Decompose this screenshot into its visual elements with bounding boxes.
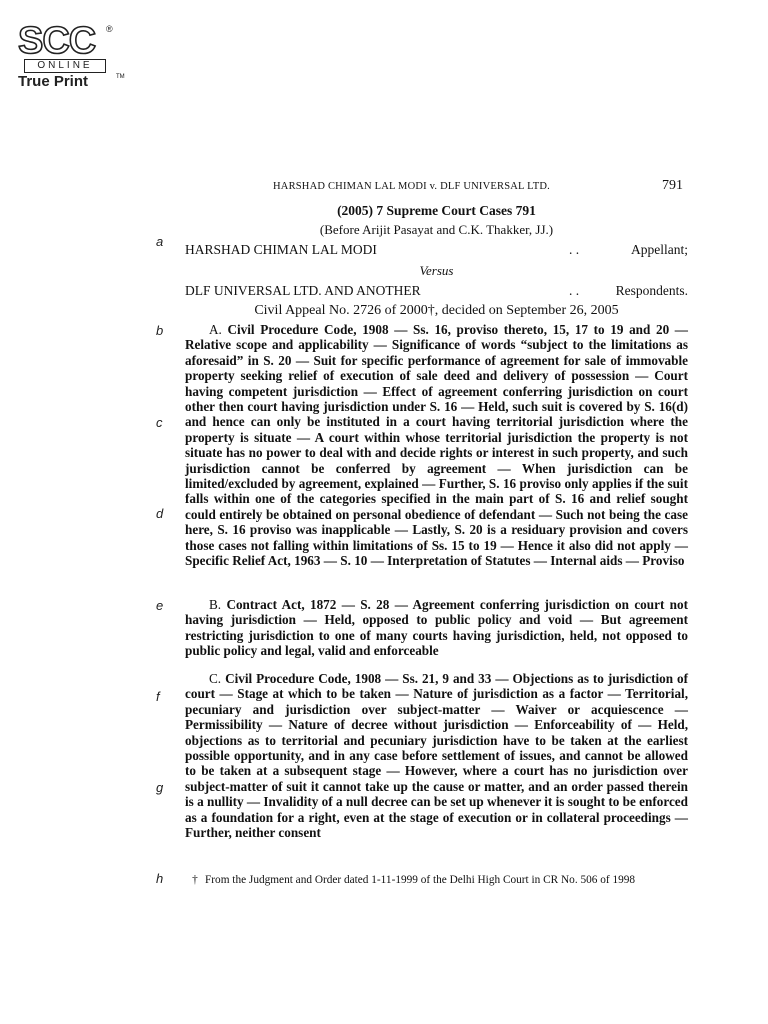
logo-sub: ONLINE [24, 59, 106, 73]
margin-letter-a: a [156, 234, 164, 249]
headnote-a-text: Civil Procedure Code, 1908 — Ss. 16, proviso thereto, 15, 17 to 19 and 20 — Relative scope and applicability — Significance of words “subject to the limitations as aforesaid” in S. 20 — Suit for specific performance of agreement for sale of immovable property seeking relief of execution of sale deed and delivery of possession — Court having competent jurisdiction — Effect of agreement conferring jurisdiction on court other then court having jurisdiction under S. 16 — Held, such suit is covered by S. 16(d) and hence can only be instituted in a court having territorial jurisdiction where the property is situate — A court within whose territorial jurisdiction the property is not situate has no power to deal with and decide rights or interest in such property, and such jurisdiction cannot be conferred by agreement — When jurisdiction can be limited/excluded by agreement, explained — Further, S. 16 proviso only applies if the suit falls within one of the categories specified in the main part of S. 16 and relief sought could entirely be obtained on personal obedience of defendant — Such not being the case here, S. 16 proviso was inapplicable — Lastly, S. 20 is a residuary provision and covers those cases not falling within limitations of Ss. 15 to 19 — Hence it also did not apply — Specific Relief Act, 1963 — S. 10 — Interpretation of Statutes — Internal aids — Proviso [185, 322, 688, 569]
headnote-c-label: C. [209, 671, 222, 686]
scc-online-logo [18, 22, 128, 92]
headnote-a [185, 322, 688, 569]
logo-brand: SCC [18, 20, 96, 62]
headnote-c [185, 671, 688, 840]
headnote-b [185, 597, 688, 659]
running-head [185, 175, 688, 195]
logo-tagline: True Print [18, 73, 89, 90]
margin-letter-c: c [156, 415, 163, 430]
margin-letter-h: h [156, 871, 164, 886]
appellant-dots: . . [569, 242, 580, 257]
running-title: HARSHAD CHIMAN LAL MODI v. DLF UNIVERSAL LTD. [273, 181, 550, 192]
footnote [185, 874, 688, 886]
appellant-role: Appellant; [631, 242, 688, 257]
bench-text: (Before Arijit Pasayat and C.K. Thakker, JJ.) [319, 222, 554, 237]
case-citation: (2005) 7 Supreme Court Cases 791 [337, 203, 536, 218]
appellant-name: HARSHAD CHIMAN LAL MODI [185, 242, 377, 257]
margin-letter-f: f [156, 689, 160, 704]
page-number: 791 [662, 178, 683, 193]
headnote-b-text: Contract Act, 1872 — S. 28 — Agreement conferring jurisdiction on court not having jurisdiction — Held, opposed to public policy and void — But agreement restricting jurisdiction to one of many courts having jurisdiction, held, not opposed to public policy and legal, valid and enforceable [185, 597, 688, 659]
footnote-mark: † [192, 874, 198, 886]
margin-letter-b: b [156, 323, 164, 338]
respondent-line [185, 283, 688, 299]
appellant-line [185, 242, 688, 258]
respondent-name: DLF UNIVERSAL LTD. AND ANOTHER [185, 283, 421, 298]
margin-letter-d: d [156, 506, 164, 521]
registered-mark: ® [106, 24, 113, 34]
respondent-role: Respondents. [615, 283, 688, 298]
appeal-details: Civil Appeal No. 2726 of 2000†, decided on September 26, 2005 [254, 303, 619, 318]
headnote-a-label: A. [209, 322, 222, 337]
bench [185, 222, 688, 238]
margin-letter-e: e [156, 598, 164, 613]
footnote-text: From the Judgment and Order dated 1-11-1999 of the Delhi High Court in CR No. 506 of 1998 [205, 874, 636, 886]
respondent-dots: . . [569, 283, 580, 298]
headnote-c-text: Civil Procedure Code, 1908 — Ss. 21, 9 and 33 — Objections as to jurisdiction of court — Stage at which to be taken — Nature of jurisdiction as a factor — Territorial, pecuniary and jurisdiction over subject-matter — Waiver or acquiescence — Permissibility — Nature of decree without jurisdiction — Enforceability of — Held, objections as to territorial and pecuniary jurisdiction have to be taken at the earliest possible opportunity, and in any case before settlement of issues, and cannot be allowed to be taken at a subsequent stage — However, where a court has no jurisdiction over subject-matter of suit it cannot take up the cause or matter, and an order passed therein is a nullity — Invalidity of a null decree can be set up whenever it is sought to be enforced as a foundation for a right, even at the stage of execution or in collateral proceedings — Further, neither consent [185, 671, 689, 841]
trademark-mark: TM [116, 74, 125, 80]
headnote-b-label: B. [209, 597, 222, 612]
margin-letter-g: g [156, 780, 164, 795]
versus: Versus [419, 263, 454, 278]
